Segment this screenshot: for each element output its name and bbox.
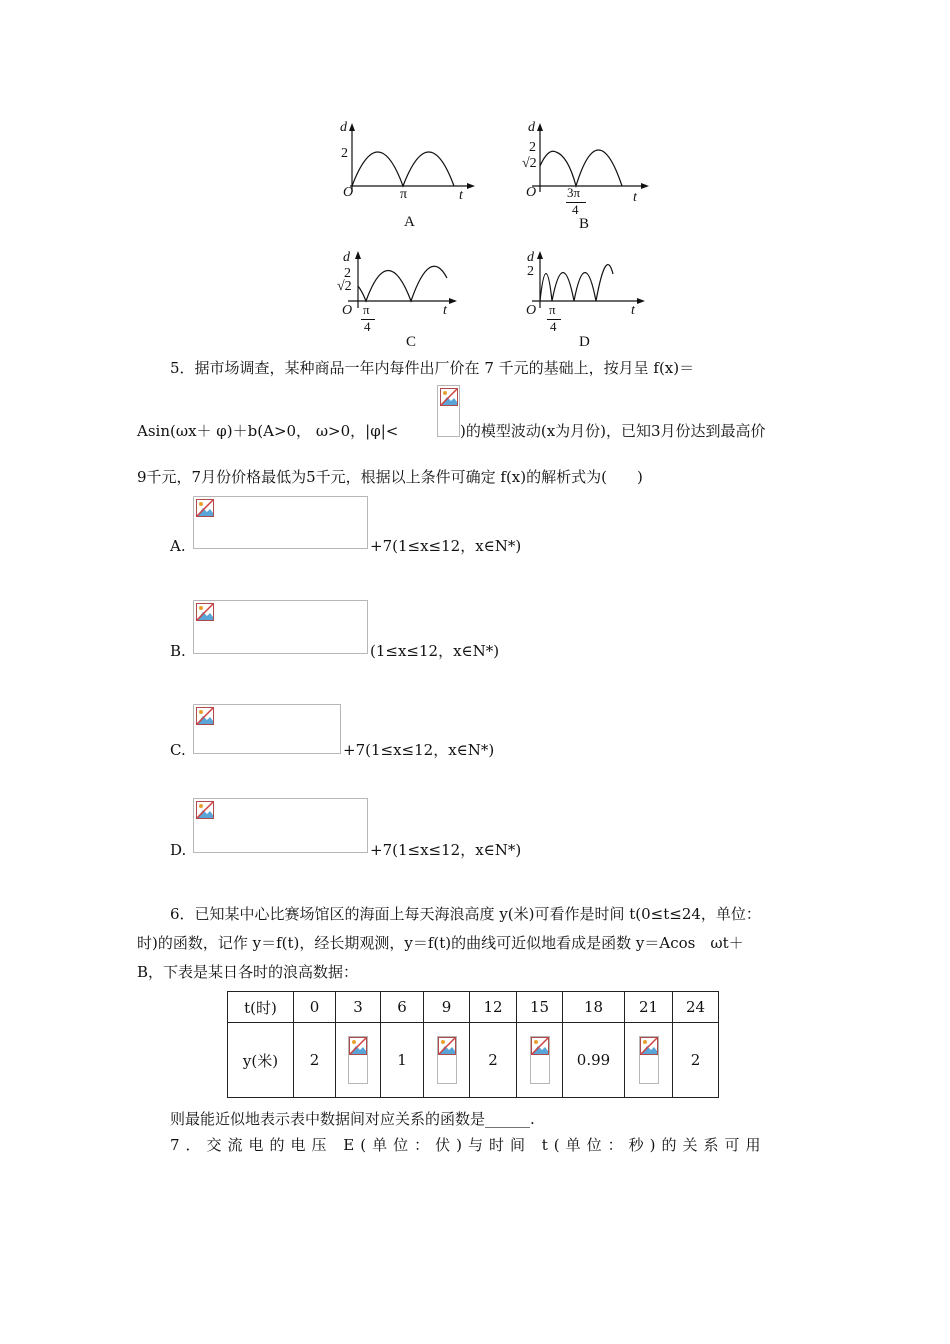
q5-option-b-letter: B. xyxy=(170,642,186,660)
broken-image-icon xyxy=(640,1037,658,1055)
graph-c-axis-y: d xyxy=(343,250,350,265)
graph-b-ytick-2: 2 xyxy=(529,140,536,155)
table-cell: 18 xyxy=(563,992,625,1023)
table-cell: t(时) xyxy=(228,992,294,1023)
graph-c-ytick-2: 2 xyxy=(344,266,351,281)
graph-d-xtick-den: 4 xyxy=(550,319,557,334)
q6-line3: B，下表是某日各时的浪高数据： xyxy=(137,963,359,981)
graph-a-axis-x: t xyxy=(459,188,463,203)
table-cell: 3 xyxy=(336,992,381,1023)
q6-after-table: 则最能近似地表示表中数据间对应关系的函数是______. xyxy=(170,1110,535,1128)
table-cell-image xyxy=(424,1023,470,1098)
table-cell: 6 xyxy=(381,992,424,1023)
graph-a-label: A xyxy=(404,214,415,230)
table-cell: 24 xyxy=(673,992,719,1023)
graph-c-xtick-num: π xyxy=(363,302,370,317)
q5-line1: 5．据市场调查，某种商品一年内每件出厂价在 7 千元的基础上，按月呈 f(x)＝ xyxy=(170,359,695,377)
broken-image-icon xyxy=(196,603,214,621)
table-header-row xyxy=(228,992,719,1023)
table-cell-image xyxy=(625,1023,673,1098)
graph-b-axis-x: t xyxy=(633,190,637,205)
q5-option-a-image xyxy=(193,496,368,549)
table-image xyxy=(530,1036,550,1084)
table-cell: 0.99 xyxy=(563,1023,625,1098)
graph-b-xtick-num: 3π xyxy=(567,185,581,200)
graph-d-origin: O xyxy=(526,303,537,318)
q5-option-b-image xyxy=(193,600,368,654)
wave-height-table xyxy=(227,991,719,1098)
graph-a xyxy=(330,118,480,228)
broken-image-icon xyxy=(440,388,458,406)
graph-c-label: C xyxy=(406,334,417,350)
q5-option-a-letter: A. xyxy=(170,537,186,555)
table-image xyxy=(639,1036,659,1084)
graph-a-xtick: π xyxy=(400,187,408,202)
table-cell: 1 xyxy=(381,1023,424,1098)
q5-option-b-suffix: (1≤x≤12，x∈N*) xyxy=(370,642,500,660)
graph-b-label: B xyxy=(579,216,590,232)
q5-option-d-image xyxy=(193,798,368,853)
q7-line1: 7．交流电的电压 E(单位：伏)与时间 t(单位：秒)的关系可用 xyxy=(170,1136,767,1154)
q5-line2-start: Asin(ωx＋ φ)＋b(A>0， ω>0，|φ|< xyxy=(137,422,399,440)
graph-d-ytick: 2 xyxy=(527,264,534,279)
graph-d-label: D xyxy=(579,334,590,350)
table-cell: 12 xyxy=(470,992,517,1023)
q5-line3: 9千元，7月份价格最低为5千元，根据以上条件可确定 f(x)的解析式为( ) xyxy=(137,468,643,486)
broken-image-icon xyxy=(349,1037,367,1055)
graph-b-xtick-den: 4 xyxy=(572,202,579,217)
graph-b-origin: O xyxy=(526,185,537,200)
broken-image-icon xyxy=(438,1037,456,1055)
graph-c-origin: O xyxy=(342,303,353,318)
table-image xyxy=(348,1036,368,1084)
graph-d-svg xyxy=(516,248,666,356)
table-data-row xyxy=(228,1023,719,1098)
graph-c xyxy=(330,248,480,356)
q6-line2: 时)的函数，记作 y＝f(t)，经长期观测，y＝f(t)的曲线可近似地看成是函数 y＝Acos ωt＋ xyxy=(137,934,744,952)
graph-d-axis-x: t xyxy=(631,303,635,318)
broken-image-icon xyxy=(196,801,214,819)
graph-a-ytick: 2 xyxy=(341,146,348,161)
graph-c-svg xyxy=(330,248,480,356)
graph-b-svg xyxy=(516,118,666,236)
broken-image-icon xyxy=(196,499,214,517)
table-cell: 2 xyxy=(294,1023,336,1098)
table-cell: 21 xyxy=(625,992,673,1023)
q5-option-c-suffix: +7(1≤x≤12，x∈N*) xyxy=(343,741,495,759)
table-cell: y(米) xyxy=(228,1023,294,1098)
graph-c-ytick-sqrt2: √2 xyxy=(337,279,352,294)
graph-b xyxy=(516,118,666,236)
table-cell: 9 xyxy=(424,992,470,1023)
graph-a-axis-y: d xyxy=(340,120,347,135)
broken-image-icon xyxy=(531,1037,549,1055)
graph-c-xtick-den: 4 xyxy=(364,319,371,334)
q5-option-a-suffix: +7(1≤x≤12，x∈N*) xyxy=(370,537,522,555)
graph-a-origin: O xyxy=(343,185,354,200)
q5-option-c-letter: C. xyxy=(170,741,186,759)
graph-c-axis-x: t xyxy=(443,303,447,318)
graph-d xyxy=(516,248,666,356)
q5-line2-end: )的模型波动(x为月份)，已知3月份达到最高价 xyxy=(460,422,766,440)
table-cell-image xyxy=(517,1023,563,1098)
graph-b-ytick-sqrt2: √2 xyxy=(522,156,537,171)
q6-line1: 6．已知某中心比赛场馆区的海面上每天海浪高度 y(米)可看作是时间 t(0≤t≤24，单位： xyxy=(170,905,761,923)
graph-d-axis-y: d xyxy=(527,250,534,265)
table-cell: 0 xyxy=(294,992,336,1023)
table-cell: 15 xyxy=(517,992,563,1023)
table-cell-image xyxy=(336,1023,381,1098)
q5-option-d-letter: D. xyxy=(170,841,187,859)
graph-d-xtick-num: π xyxy=(549,302,556,317)
q5-option-d-suffix: +7(1≤x≤12，x∈N*) xyxy=(370,841,522,859)
broken-image-icon xyxy=(196,707,214,725)
q5-pi-image xyxy=(437,385,460,437)
graph-a-svg xyxy=(330,118,480,228)
table-cell: 2 xyxy=(470,1023,517,1098)
q5-option-c-image xyxy=(193,704,341,754)
table-image xyxy=(437,1036,457,1084)
graph-b-axis-y: d xyxy=(528,120,535,135)
table-cell: 2 xyxy=(673,1023,719,1098)
